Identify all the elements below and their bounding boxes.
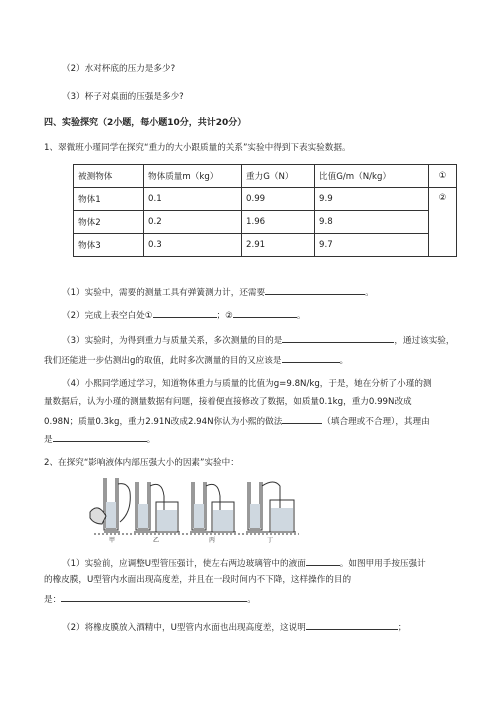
punctuation: 。: [365, 288, 374, 298]
sub-question-2-mid: ；②: [216, 311, 233, 321]
punctuation: 。: [146, 435, 156, 445]
punctuation: 。: [296, 311, 306, 321]
table-header-cell: 重力G（N）: [242, 165, 315, 188]
table-cell: 9.9: [315, 188, 429, 211]
answer-blank[interactable]: [282, 414, 322, 424]
sub-question-3-text-end: ，通过该实验，: [394, 336, 455, 346]
sub-question-4-line-2: 量数据后，认为小瑾的测量数据有问题，接着便直接修改了数据，如质量0.1kg，重力0.99N改成: [44, 397, 412, 407]
table-cell: 0.2: [144, 211, 242, 234]
sub-question-3-text-2: 我们还能进一步估测出g的取值，此时多次测量的目的又应该是: [44, 356, 282, 366]
table-row: [74, 211, 457, 234]
apparatus-jia: [90, 478, 130, 532]
table-cell: 1.96: [242, 211, 315, 234]
table-cell: 0.1: [144, 188, 242, 211]
sub-question-2: [62, 308, 305, 322]
answer-blank[interactable]: [265, 285, 365, 295]
sub-question-2-text: （2）完成上表空白处①: [62, 311, 153, 321]
table-cell-blank-2: ②: [429, 188, 457, 257]
punctuation: 。: [247, 595, 256, 605]
sub-question-4-line-4: [44, 432, 155, 446]
apparatus-bing: [190, 482, 236, 532]
answer-blank[interactable]: [306, 620, 398, 630]
apparatus-ding: [246, 482, 296, 532]
table-header-cell: 比值G/m（N/kg）: [315, 165, 429, 188]
section-heading: 四、实验探究（2小题，每小题10分，共计20分）: [44, 118, 247, 128]
p2-sub-question-1-line-2: 的橡皮膜，U型管内水面出现高度差，并且在一段时间内不下降，这样操作的目的: [44, 575, 352, 585]
problem-1-intro: 1、翠微班小瑾同学在探究“重力的大小跟质量的关系”实验中得到下表实验数据。: [44, 143, 351, 153]
table-cell: 物体1: [74, 188, 144, 211]
p2-sub-question-1-text-end: 。如图甲用手按压强计: [339, 559, 426, 569]
p2-sub-question-1-line-3: [44, 592, 256, 606]
sub-question-3-line-1: [62, 333, 454, 347]
p2-sub-question-2: [62, 620, 406, 634]
table-header-cell: 被测物体: [74, 165, 144, 188]
figure-label-jia: 甲: [108, 537, 116, 544]
table-cell: 物体3: [74, 234, 144, 257]
sub-question-3-line-2: [44, 353, 348, 367]
answer-blank[interactable]: [282, 353, 340, 363]
answer-blank[interactable]: [153, 308, 217, 318]
table-cell: 2.91: [242, 234, 315, 257]
answer-blank[interactable]: [306, 556, 340, 566]
p2-sub-question-1-line-1: [62, 556, 426, 570]
table-cell: 9.8: [315, 211, 429, 234]
table-header-cell: ①: [429, 165, 457, 188]
sub-question-4-text-3-end: （填合理或不合理），其理由: [322, 417, 430, 427]
table-row: [74, 188, 457, 211]
problem-2-intro: 2、在探究“影响液体内部压强大小的因素”实验中：: [44, 458, 239, 468]
sub-question-1-text: （1）实验中，需要的测量工具有弹簧测力计，还需要: [62, 288, 266, 298]
punctuation: ；: [397, 623, 407, 633]
question-3-pressure-on-table: （3）杯子对桌面的压强是多少?: [62, 92, 184, 102]
sub-question-4-text-4: 是: [44, 435, 53, 445]
p2-sub-question-1-text: （1）实验前，应调整U型管压强计，使左右两边玻璃管中的液面: [62, 559, 306, 569]
table-cell: 物体2: [74, 211, 144, 234]
figure-label-ding: 丁: [266, 537, 274, 544]
table-row: [74, 234, 457, 257]
sub-question-4-line-1: （4）小熙同学通过学习，知道物体重力与质量的比值为g=9.8N/kg，于是，她在分析了小瑾的测: [62, 379, 432, 389]
p2-sub-question-1-text-3: 是：: [44, 595, 62, 605]
answer-blank[interactable]: [282, 333, 394, 343]
figure-label-yi: 乙: [152, 537, 160, 544]
answer-blank[interactable]: [233, 308, 297, 318]
pressure-gauge-diagram: [84, 472, 309, 544]
answer-blank[interactable]: [53, 432, 147, 442]
table-cell: 0.99: [242, 188, 315, 211]
table-header-cell: 物体质量m（kg）: [144, 165, 242, 188]
p2-sub-question-2-text: （2）将橡皮膜放入酒精中，U型管内水面也出现高度差，这说明: [62, 623, 306, 633]
table-cell: 9.7: [315, 234, 429, 257]
data-table: [73, 164, 457, 257]
apparatus-yi: [134, 482, 180, 532]
sub-question-1: [62, 285, 374, 299]
sub-question-3-text: （3）实验时，为得到重力与质量关系，多次测量的目的是: [62, 336, 283, 346]
answer-blank[interactable]: [61, 592, 247, 602]
table-header-row: [74, 165, 457, 188]
figure-label-bing: 丙: [208, 537, 216, 544]
table-cell: 0.3: [144, 234, 242, 257]
sub-question-4-text-3: 0.98N；质量0.3kg，重力2.91N改成2.94N你认为小熙的做法: [44, 417, 283, 427]
punctuation: 。: [339, 356, 349, 366]
question-2-force-on-bottom: （2）水对杯底的压力是多少?: [62, 64, 176, 74]
sub-question-4-line-3: [44, 414, 430, 428]
